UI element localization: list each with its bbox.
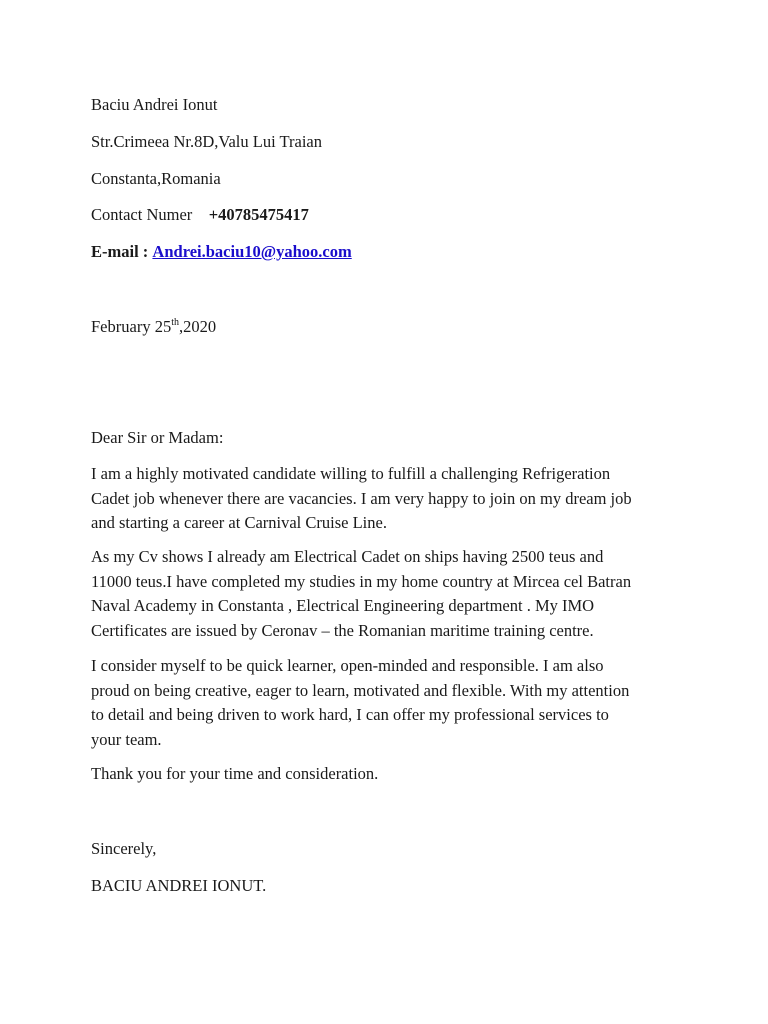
salutation: Dear Sir or Madam: xyxy=(91,428,224,447)
date-month-day: February 25 xyxy=(91,317,172,336)
paragraph-line: Cadet job whenever there are vacancies. I am very happy to join on my dream job xyxy=(91,488,632,508)
sender-city: Constanta,Romania xyxy=(91,169,221,188)
email-label: E-mail : xyxy=(91,242,149,261)
signature: BACIU ANDREI IONUT. xyxy=(91,876,267,895)
paragraph-line: As my Cv shows I already am Electrical Cadet on ships having 2500 teus and xyxy=(91,547,604,566)
paragraph-1 xyxy=(91,462,691,536)
paragraph-3 xyxy=(91,654,691,752)
paragraph-line: 11000 teus.I have completed my studies in my home country at Mircea cel Batran xyxy=(91,571,632,591)
letter-date xyxy=(91,315,691,340)
paragraph-line: Certificates are issued by Ceronav – the Romanian maritime training centre. xyxy=(91,620,594,640)
sender-street: Str.Crimeea Nr.8D,Valu Lui Traian xyxy=(91,132,322,151)
paragraph-2 xyxy=(91,545,691,643)
contact-line xyxy=(91,203,691,228)
closing: Sincerely, xyxy=(91,839,157,858)
sender-name: Baciu Andrei Ionut xyxy=(91,95,218,114)
thanks-line: Thank you for your time and consideration. xyxy=(91,764,379,783)
paragraph-line: your team. xyxy=(91,729,162,749)
contact-number: +40785475417 xyxy=(208,205,309,224)
paragraph-line: I am a highly motivated candidate willing to fulfill a challenging Refrigeration xyxy=(91,464,611,483)
email-line xyxy=(91,240,691,265)
date-year: ,2020 xyxy=(178,317,217,336)
email-link[interactable]: Andrei.baciu10@yahoo.com xyxy=(152,242,352,261)
contact-label: Contact Numer xyxy=(91,205,193,224)
paragraph-line: proud on being creative, eager to learn, motivated and flexible. With my attention xyxy=(91,680,630,700)
paragraph-line: Naval Academy in Constanta , Electrical Engineering department . My IMO xyxy=(91,596,595,615)
paragraph-line: to detail and being driven to work hard, I can offer my professional services to xyxy=(91,705,609,724)
paragraph-line: and starting a career at Carnival Cruise Line. xyxy=(91,513,387,532)
paragraph-line: I consider myself to be quick learner, open-minded and responsible. I am also xyxy=(91,656,604,675)
date-suffix: th xyxy=(171,316,179,328)
